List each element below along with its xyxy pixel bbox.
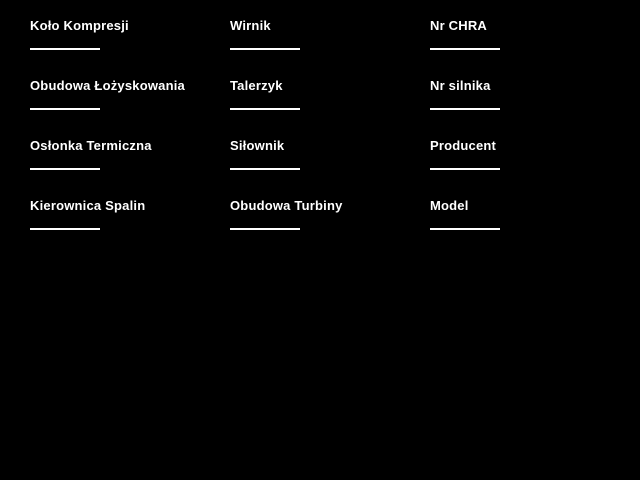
field-label-wirnik: Wirnik	[230, 18, 271, 33]
input-obudowa-lozyskowania[interactable]	[30, 108, 100, 110]
input-obudowa-turbiny[interactable]	[230, 228, 300, 230]
field-label-talerzyk: Talerzyk	[230, 78, 283, 93]
field-kolo-kompresji	[30, 19, 220, 79]
form-column-left	[30, 19, 220, 259]
form-column-right	[430, 19, 620, 259]
field-label-producent: Producent	[430, 138, 497, 153]
input-kierownica-spalin[interactable]	[30, 228, 100, 230]
field-wirnik	[230, 19, 420, 79]
field-producent	[430, 139, 620, 199]
input-nr-silnika[interactable]	[430, 108, 500, 110]
field-label-nr-silnika: Nr silnika	[430, 78, 491, 93]
input-oslonka-termiczna[interactable]	[30, 168, 100, 170]
field-oslonka-termiczna	[30, 139, 220, 199]
input-nr-chra[interactable]	[430, 48, 500, 50]
field-label-obudowa-lozyskowania: Obudowa Łożyskowania	[30, 78, 185, 93]
field-label-oslonka-termiczna: Osłonka Termiczna	[30, 138, 152, 153]
input-wirnik[interactable]	[230, 48, 300, 50]
form-column-middle	[230, 19, 420, 259]
field-model	[430, 199, 620, 259]
field-kierownica-spalin	[30, 199, 220, 259]
field-label-silownik: Siłownik	[230, 138, 285, 153]
input-silownik[interactable]	[230, 168, 300, 170]
field-obudowa-turbiny	[230, 199, 420, 259]
field-label-kolo-kompresji: Koło Kompresji	[30, 18, 129, 33]
field-label-obudowa-turbiny: Obudowa Turbiny	[230, 198, 343, 213]
field-label-kierownica-spalin: Kierownica Spalin	[30, 198, 146, 213]
input-talerzyk[interactable]	[230, 108, 300, 110]
input-kolo-kompresji[interactable]	[30, 48, 100, 50]
field-talerzyk	[230, 79, 420, 139]
field-obudowa-lozyskowania	[30, 79, 220, 139]
input-producent[interactable]	[430, 168, 500, 170]
field-silownik	[230, 139, 420, 199]
field-nr-silnika	[430, 79, 620, 139]
field-nr-chra	[430, 19, 620, 79]
field-label-nr-chra: Nr CHRA	[430, 18, 488, 33]
field-label-model: Model	[430, 198, 469, 213]
input-model[interactable]	[430, 228, 500, 230]
